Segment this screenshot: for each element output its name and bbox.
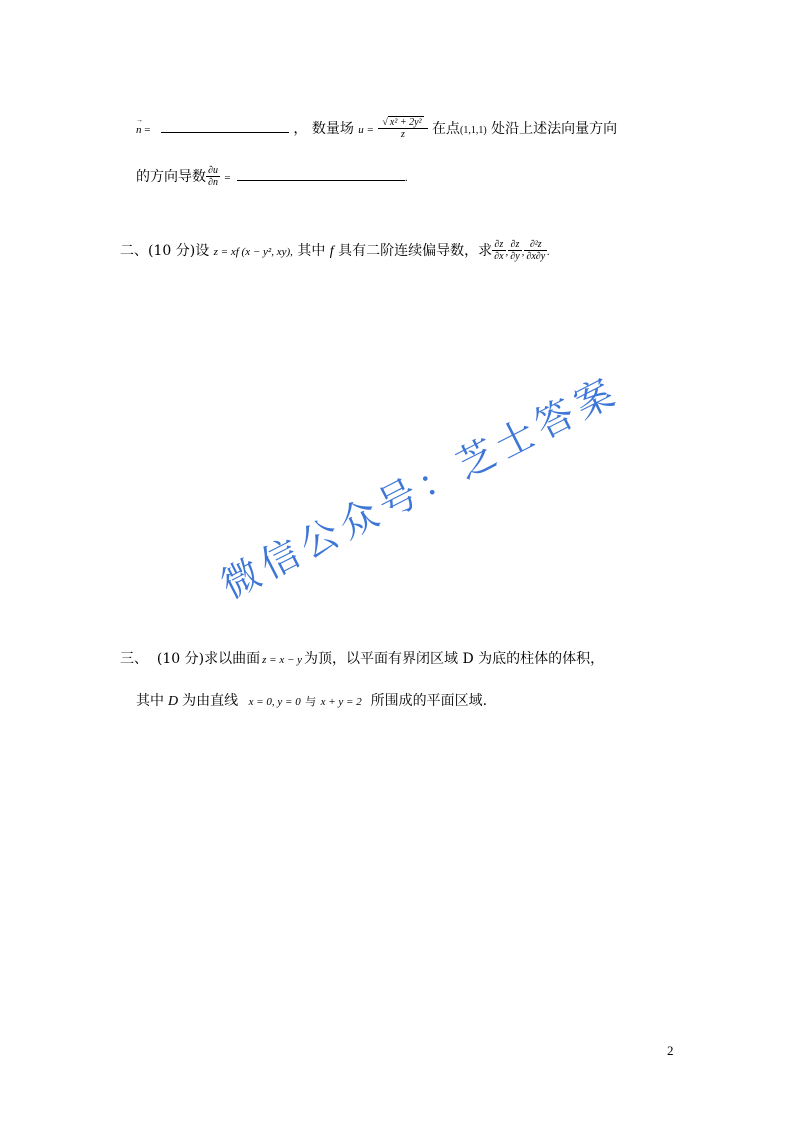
fraction-denominator: z (401, 129, 405, 140)
q2-text-2: 其中 (297, 243, 326, 259)
q3-lines: x = 0, y = 0 (248, 696, 301, 708)
q2-formula: z = xf (x − y², xy), (213, 246, 293, 258)
q2-text-3: 具有二阶连续偏导数，求 (338, 243, 493, 259)
q2-score: (10 分) (148, 243, 196, 259)
fraction-numerator: x² + 2y² (389, 117, 422, 128)
q2-line: 二、(10 分)设 z = xf (x − y², xy), 其中 f 具有二阶连续偏导数，求 $\frac{\partial z}{\partial x}$ , $\frac{\partial z}{\partial y}$ , $\frac{\text{∂²z}}{\partial x\partial y}$ . (120, 239, 550, 262)
q2-number: 二、 (120, 243, 148, 259)
at-point-text: 在点 (432, 121, 460, 137)
period: . (405, 172, 408, 184)
q3-formula: z = x − y (262, 654, 303, 666)
direction-text: 处沿上述法向量方向 (491, 121, 618, 137)
q1-line-1 (136, 118, 617, 140)
separator: ， (293, 121, 308, 137)
answer-blank-normal (161, 120, 289, 133)
q3-text-5: 所围成的平面区域. (370, 693, 488, 709)
q3-text-2: 为顶，以平面有界闭区域 D 为底的柱体的体积， (304, 651, 605, 667)
page-number: 2 (667, 1043, 674, 1058)
field-fraction: $\frac{\text{√ x² + 2y²}}{z}$ (378, 118, 427, 140)
q3-text-4: 为由直线 (182, 693, 239, 709)
q2-derivative-1: $\frac{\partial z}{\partial x}$ (494, 239, 504, 262)
normal-vector-label: → n = (136, 124, 150, 136)
q2-derivative-3: $\frac{\text{∂²z}}{\partial x\partial y}$ (526, 239, 546, 262)
q2-text-1: 设 (195, 243, 210, 259)
q3-and: 与 (305, 695, 317, 708)
point-coordinates: (1,1,1) (460, 125, 487, 136)
field-label: 数量场 (311, 121, 354, 137)
q3-line-2 (136, 690, 487, 710)
q3-number: 三、 (120, 651, 148, 667)
q3-line-1 (120, 648, 604, 668)
u-equals: u = (358, 124, 374, 136)
equals-sign: = (224, 172, 231, 184)
answer-blank-derivative (237, 168, 405, 181)
q3-text-1: 求以曲面 (204, 651, 261, 667)
directional-derivative-label: 的方向导数 (136, 169, 206, 185)
q2-function-f: f (329, 244, 334, 259)
q3-score: (10 分) (156, 651, 205, 667)
q1-line-2 (136, 166, 408, 188)
q2-derivative-2: $\frac{\partial z}{\partial y}$ (510, 239, 520, 262)
q3-region-d: D (168, 694, 179, 709)
directional-derivative-fraction: $\frac{\partial u}{\partial n}$ (208, 165, 218, 188)
q3-line-eq: x + y = 2 (320, 696, 362, 708)
watermark-text: 微信公众号：芝士答案 (214, 368, 627, 608)
q3-text-3: 其中 (136, 693, 164, 709)
